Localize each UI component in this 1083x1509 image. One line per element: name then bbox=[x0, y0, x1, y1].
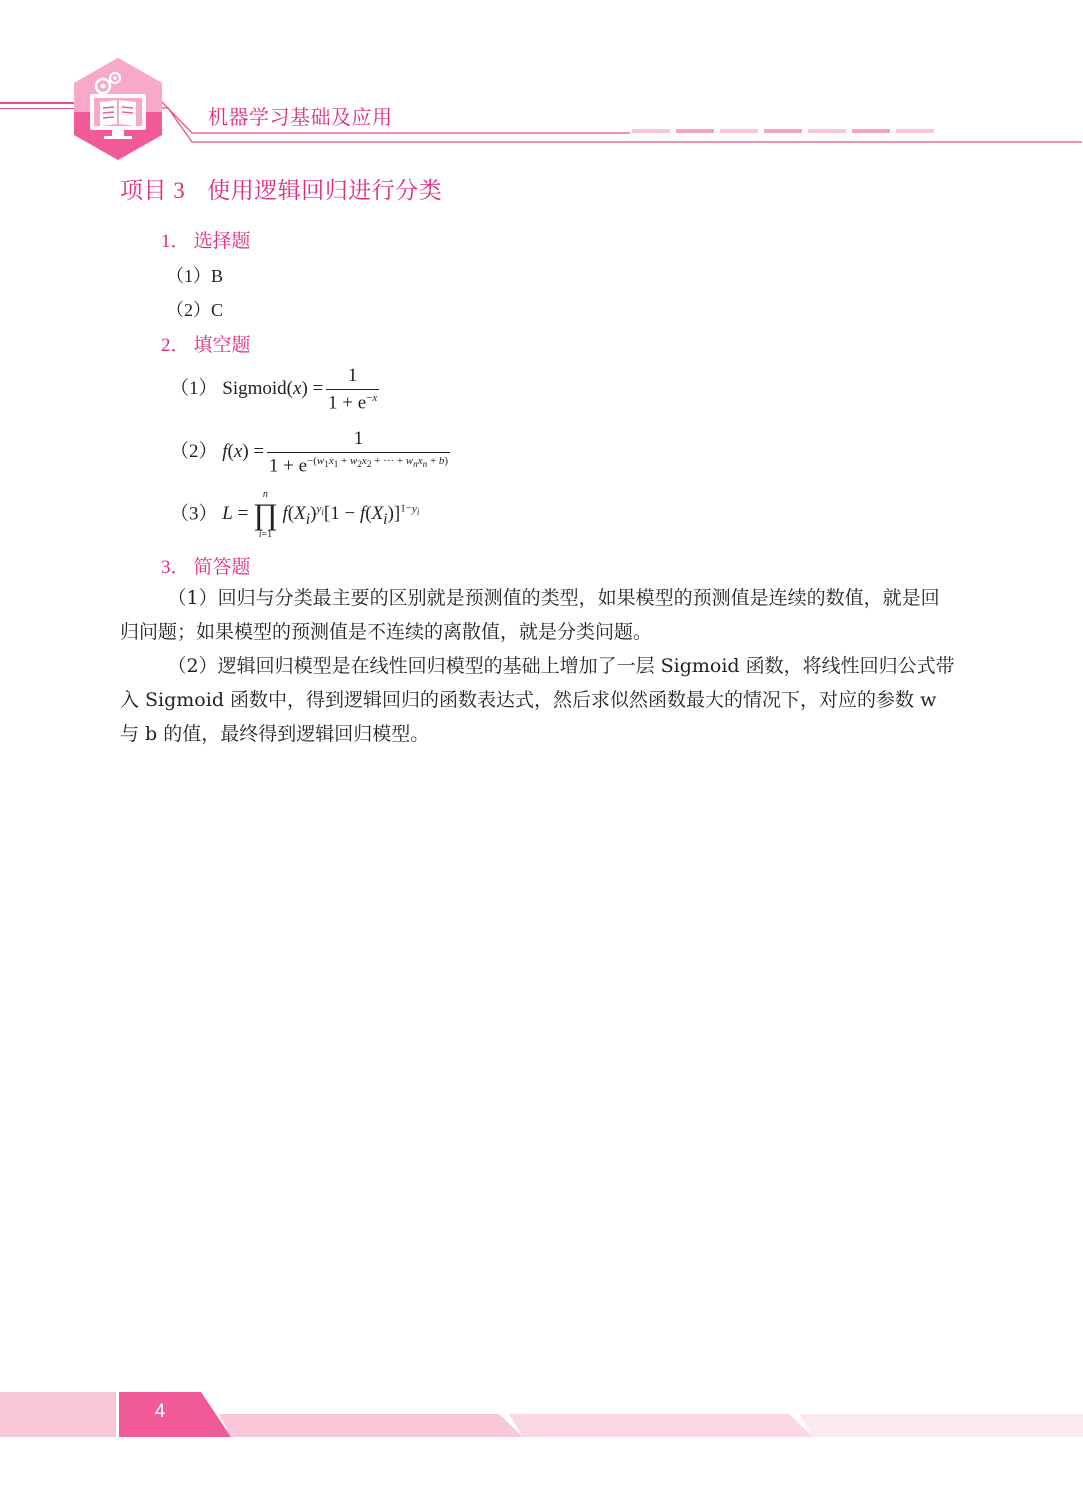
header-rule-top bbox=[0, 102, 76, 104]
book-gears-icon bbox=[70, 56, 166, 162]
header-dash bbox=[896, 129, 934, 133]
short-answer-1: （1）回归与分类最主要的区别就是预测值的类型，如果模型的预测值是连续的数值，就是回归问题；如果模型的预测值是不连续的离散值，就是分类问题。 bbox=[120, 587, 940, 643]
header-dash bbox=[808, 129, 846, 133]
chapter-title-text: 使用逻辑回归进行分类 bbox=[207, 178, 443, 204]
header-dash bbox=[764, 129, 802, 133]
chapter-title bbox=[120, 172, 442, 205]
header-dash bbox=[632, 129, 670, 133]
fill-answer-formula-2: （2） f(x) = 1 $1 + e^{-(w_1x_1 + w_2x_2 + \cdot\cdot\cdot + w_nx_n + b)}$ bbox=[170, 428, 449, 477]
page-number: 4 bbox=[154, 1401, 166, 1422]
footer-band bbox=[119, 1392, 1083, 1437]
choice-answer: （1）B bbox=[166, 266, 224, 286]
short-answer-paragraph bbox=[120, 581, 955, 751]
header-dash bbox=[676, 129, 714, 133]
fill-answer-formula-3: （3） L = n ∏ i=1 $f(X_i)^{y_i}[1 - f(X_i)]^{1-y_i}$ bbox=[170, 489, 420, 540]
fraction-denominator: $1 + e^{-x}$ bbox=[327, 392, 378, 414]
header-dash bbox=[852, 129, 890, 133]
footer-block-left bbox=[0, 1392, 116, 1437]
section-heading: 3． 简答题 bbox=[161, 556, 251, 578]
fraction-denominator: $1 + e^{-(w_1x_1 + w_2x_2 + \cdot\cdot\cdot + w_nx_n + b)}$ bbox=[268, 455, 449, 477]
chapter-number: 项目 3 bbox=[120, 178, 186, 203]
likelihood-formula: L = n ∏ i=1 $f(X_i)^{y_i}[1 - f(X_i)]^{1-y_i}$ bbox=[222, 489, 420, 540]
formula-lhs: f(x) = bbox=[222, 441, 265, 463]
header-rule-bottom bbox=[0, 108, 76, 109]
fraction: $\frac{1}{1 + e^{-x}}$ bbox=[327, 365, 378, 414]
fraction: 1 $1 + e^{-(w_1x_1 + w_2x_2 + \cdot\cdot\cdot + w_nx_n + b)}$ bbox=[268, 428, 449, 477]
formula-lhs: Sigmoid(x) = bbox=[222, 378, 324, 400]
section-heading: 1． 选择题 bbox=[161, 230, 251, 252]
fill-answer-formula-1: （1） Sigmoid(x) = $\frac{1}{1 + e^{-x}}$ bbox=[170, 365, 378, 414]
short-answer-2: （2）逻辑回归模型是在线性回归模型的基础上增加了一层 Sigmoid 函数，将线性回归公式带入 Sigmoid 函数中，得到逻辑回归的函数表达式，然后求似然函数最大的情况下，对应的参数 w 与 b 的值，最终得到逻辑回归模型。 bbox=[120, 655, 955, 745]
section-heading: 2． 填空题 bbox=[161, 334, 251, 356]
choice-answer: （2）C bbox=[166, 300, 224, 320]
header-dash bbox=[720, 129, 758, 133]
header-book-title: 机器学习基础及应用 bbox=[208, 105, 393, 129]
